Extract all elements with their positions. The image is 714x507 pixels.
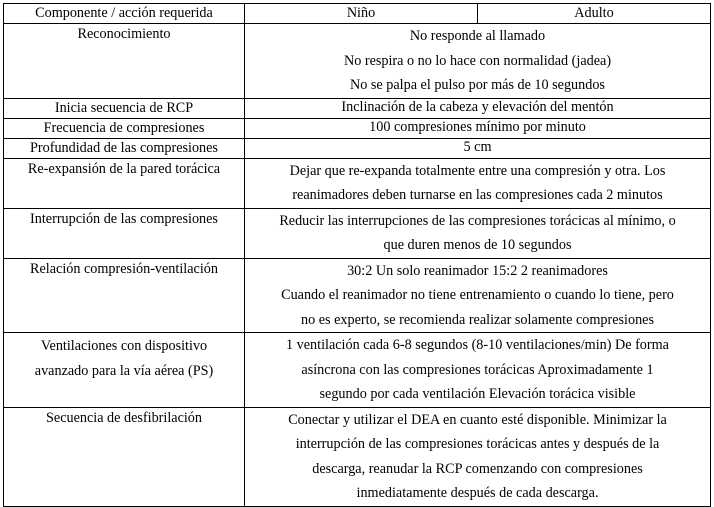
row-content [245, 208, 711, 258]
content-line: que duren menos de 10 segundos [383, 237, 572, 253]
row-content [245, 407, 711, 506]
content-line: Conectar y utilizar el DEA en cuanto esté disponible. Minimizar la [288, 411, 667, 428]
content-line: segundo por cada ventilación Elevación torácica visible [319, 386, 636, 402]
row-label: Reconocimiento [4, 24, 245, 99]
content-line: asíncrona con las compresiones torácicas Aproximadamente 1 [301, 361, 654, 378]
table-header-row [4, 4, 711, 24]
table-row [4, 24, 711, 99]
header-adult: Adulto [478, 4, 711, 24]
content-line: Reducir las interrupciones de las compresiones torácicas al mínimo, o [279, 212, 676, 229]
content-line: reanimadores deben turnarse en las compresiones cada 2 minutos [292, 187, 663, 203]
content-line: No responde al llamado [409, 28, 546, 44]
row-label: Frecuencia de compresiones [4, 118, 245, 138]
content-line: inmediatamente después de cada descarga. [356, 485, 599, 501]
table-row [4, 333, 711, 408]
label-line: avanzado para la vía aérea (PS) [34, 362, 214, 379]
table-row [4, 258, 711, 333]
row-content [245, 333, 711, 408]
content-line: Inclinación de la cabeza y elevación del mentón [341, 98, 614, 115]
content-line: descarga, reanudar la RCP comenzando con compresiones [312, 460, 643, 477]
row-label [4, 333, 245, 408]
table-row [4, 98, 711, 118]
table-row [4, 208, 711, 258]
row-label: Relación compresión-ventilación [4, 258, 245, 333]
content-line: interrupción de las compresiones torácicas antes y después de la [295, 436, 660, 452]
row-content [245, 118, 711, 138]
header-component: Componente / acción requerida [4, 4, 245, 24]
row-content [245, 158, 711, 208]
rcp-comparison-table [3, 3, 711, 507]
row-content [245, 24, 711, 99]
table-row [4, 118, 711, 138]
content-line: 100 compresiones mínimo por minuto [369, 118, 586, 135]
row-label: Inicia secuencia de RCP [4, 98, 245, 118]
table-row [4, 138, 711, 158]
table-row [4, 407, 711, 506]
content-line: 5 cm [463, 138, 492, 155]
content-line: No respira o no lo hace con normalidad (jadea) [343, 52, 612, 69]
row-content [245, 258, 711, 333]
row-content [245, 98, 711, 118]
row-label: Re-expansión de la pared torácica [4, 158, 245, 208]
header-child: Niño [245, 4, 478, 24]
row-label: Interrupción de las compresiones [4, 208, 245, 258]
content-line: Dejar que re-expanda totalmente entre una compresión y otra. Los [289, 162, 666, 179]
content-line: no es experto, se recomienda realizar solamente compresiones [301, 311, 654, 328]
content-line: Cuando el reanimador no tiene entrenamiento o cuando lo tiene, pero [281, 287, 674, 303]
content-line: 1 ventilación cada 6-8 segundos (8-10 ventilaciones/min) De forma [286, 337, 669, 353]
content-line: No se palpa el pulso por más de 10 segundos [350, 77, 605, 93]
label-line: Ventilaciones con dispositivo [40, 338, 208, 354]
row-label: Secuencia de desfibrilación [4, 407, 245, 506]
row-label: Profundidad de las compresiones [4, 138, 245, 158]
table-row [4, 158, 711, 208]
content-line: 30:2 Un solo reanimador 15:2 2 reanimadores [347, 262, 608, 279]
row-content [245, 138, 711, 158]
